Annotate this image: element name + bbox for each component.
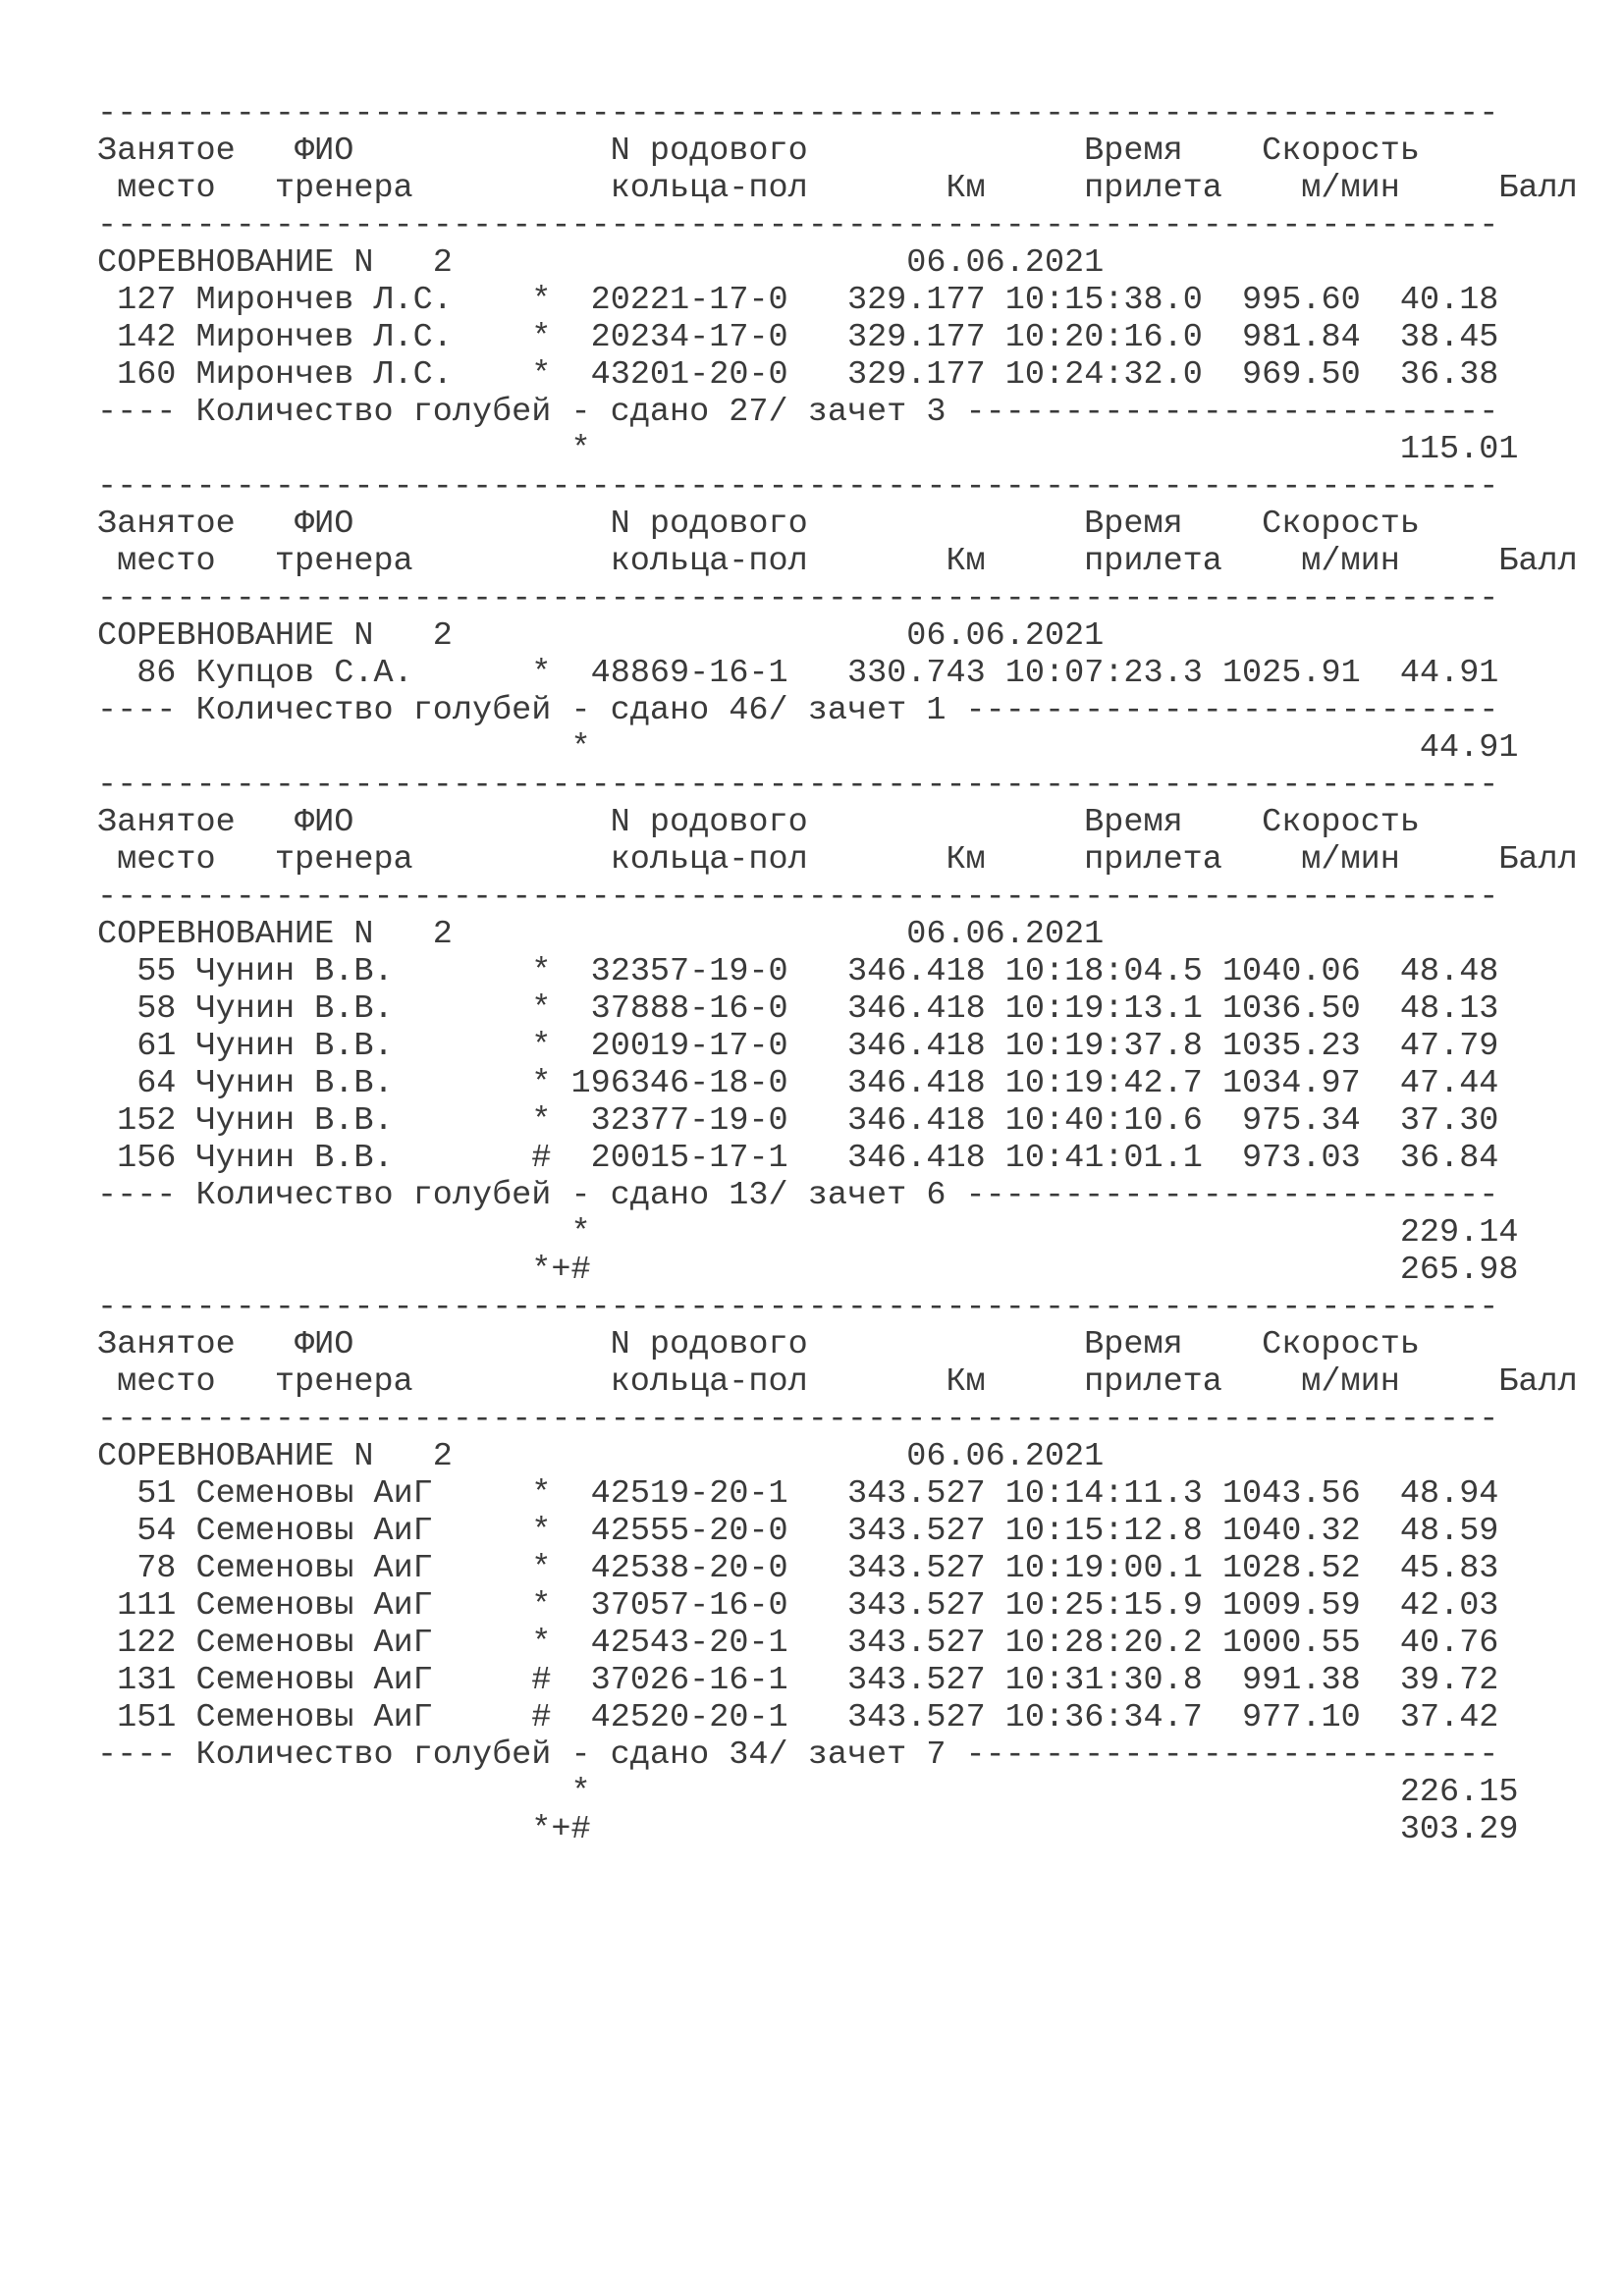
ring-cell: 43201-20-0 <box>551 356 788 394</box>
arrival-time-cell: 10:25:15.9 <box>985 1587 1203 1625</box>
trainer-cell: Семеновы АиГ <box>195 1475 453 1513</box>
total-value: 229.14 <box>590 1214 1519 1252</box>
place-cell: 78 <box>97 1550 196 1587</box>
speed-cell: 1000.55 <box>1202 1625 1361 1662</box>
km-cell: 329.177 <box>787 356 986 394</box>
arrival-time-cell: 10:15:12.8 <box>985 1513 1203 1550</box>
score-cell: 36.38 <box>1360 356 1499 394</box>
score-cell: 48.59 <box>1360 1513 1499 1550</box>
speed-cell: 991.38 <box>1202 1662 1361 1699</box>
place-cell: 111 <box>97 1587 196 1625</box>
speed-cell: 969.50 <box>1202 356 1361 394</box>
speed-cell: 981.84 <box>1202 319 1361 356</box>
place-cell: 127 <box>97 282 196 319</box>
divider: ----------------------------------------------------------------------- <box>97 879 1499 916</box>
ring-cell: 42519-20-1 <box>551 1475 788 1513</box>
score-cell: 36.84 <box>1360 1140 1499 1177</box>
score-cell: 48.13 <box>1360 990 1499 1028</box>
total-label: * <box>97 431 591 468</box>
km-cell: 343.527 <box>787 1662 986 1699</box>
total-value: 115.01 <box>590 431 1519 468</box>
speed-cell: 1035.23 <box>1202 1028 1361 1065</box>
place-cell: 54 <box>97 1513 196 1550</box>
mark-cell: # <box>452 1699 552 1736</box>
table-row <box>97 990 1578 1028</box>
mark-cell: * <box>452 1513 552 1550</box>
summary-line: ---- Количество голубей - сдано 46/ зачет 1 --------------------------- <box>97 692 1499 729</box>
divider: ----------------------------------------------------------------------- <box>97 767 1499 804</box>
place-cell: 151 <box>97 1699 196 1736</box>
trainer-cell: Семеновы АиГ <box>195 1513 453 1550</box>
speed-cell: 973.03 <box>1202 1140 1361 1177</box>
table-row <box>97 1475 1578 1513</box>
km-cell: 330.743 <box>787 655 986 692</box>
place-cell: 131 <box>97 1662 196 1699</box>
score-cell: 48.48 <box>1360 953 1499 990</box>
score-cell: 42.03 <box>1360 1587 1499 1625</box>
speed-cell: 975.34 <box>1202 1102 1361 1140</box>
km-cell: 346.418 <box>787 1140 986 1177</box>
column-header-line-1: Занятое ФИО N родового Время Скорость <box>97 133 1420 170</box>
score-cell: 45.83 <box>1360 1550 1499 1587</box>
km-cell: 343.527 <box>787 1550 986 1587</box>
place-cell: 86 <box>97 655 196 692</box>
ring-cell: 32357-19-0 <box>551 953 788 990</box>
speed-cell: 1034.97 <box>1202 1065 1361 1102</box>
mark-cell: * <box>452 953 552 990</box>
arrival-time-cell: 10:20:16.0 <box>985 319 1203 356</box>
mark-cell: * <box>452 1102 552 1140</box>
ring-cell: 37057-16-0 <box>551 1587 788 1625</box>
total-value: 265.98 <box>590 1252 1519 1289</box>
ring-cell: 20234-17-0 <box>551 319 788 356</box>
speed-cell: 977.10 <box>1202 1699 1361 1736</box>
score-cell: 38.45 <box>1360 319 1499 356</box>
place-cell: 51 <box>97 1475 196 1513</box>
table-row <box>97 1699 1578 1736</box>
trainer-cell: Чунин В.В. <box>195 990 453 1028</box>
table-row <box>97 319 1578 356</box>
mark-cell: * <box>452 319 552 356</box>
mark-cell: * <box>452 1065 552 1102</box>
total-value: 44.91 <box>590 729 1519 767</box>
divider: ----------------------------------------------------------------------- <box>97 1289 1499 1326</box>
speed-cell: 1036.50 <box>1202 990 1361 1028</box>
competition-title: СОРЕВНОВАНИЕ N 2 06.06.2021 <box>97 244 1105 282</box>
arrival-time-cell: 10:14:11.3 <box>985 1475 1203 1513</box>
score-cell: 48.94 <box>1360 1475 1499 1513</box>
mark-cell: # <box>452 1140 552 1177</box>
column-header-line-2: место тренера кольца-пол Км прилета м/мин Балл <box>97 841 1578 879</box>
column-header-line-1: Занятое ФИО N родового Время Скорость <box>97 804 1420 841</box>
table-row <box>97 1662 1578 1699</box>
arrival-time-cell: 10:19:42.7 <box>985 1065 1203 1102</box>
trainer-cell: Мирончев Л.С. <box>195 319 453 356</box>
arrival-time-cell: 10:40:10.6 <box>985 1102 1203 1140</box>
mark-cell: * <box>452 1028 552 1065</box>
divider: ----------------------------------------------------------------------- <box>97 580 1499 617</box>
total-label: *+# <box>97 1811 591 1848</box>
total-line <box>97 431 1578 468</box>
competition-title: СОРЕВНОВАНИЕ N 2 06.06.2021 <box>97 916 1105 953</box>
score-cell: 37.30 <box>1360 1102 1499 1140</box>
total-line <box>97 1214 1578 1252</box>
arrival-time-cell: 10:24:32.0 <box>985 356 1203 394</box>
arrival-time-cell: 10:19:37.8 <box>985 1028 1203 1065</box>
competition-title: СОРЕВНОВАНИЕ N 2 06.06.2021 <box>97 617 1105 655</box>
trainer-cell: Чунин В.В. <box>195 1140 453 1177</box>
km-cell: 343.527 <box>787 1625 986 1662</box>
trainer-cell: Чунин В.В. <box>195 1028 453 1065</box>
ring-cell: 42555-20-0 <box>551 1513 788 1550</box>
speed-cell: 1043.56 <box>1202 1475 1361 1513</box>
mark-cell: # <box>452 1662 552 1699</box>
score-cell: 44.91 <box>1360 655 1499 692</box>
arrival-time-cell: 10:31:30.8 <box>985 1662 1203 1699</box>
score-cell: 37.42 <box>1360 1699 1499 1736</box>
total-value: 226.15 <box>590 1774 1519 1811</box>
place-cell: 55 <box>97 953 196 990</box>
arrival-time-cell: 10:28:20.2 <box>985 1625 1203 1662</box>
total-label: * <box>97 1774 591 1811</box>
trainer-cell: Чунин В.В. <box>195 953 453 990</box>
trainer-cell: Семеновы АиГ <box>195 1625 453 1662</box>
km-cell: 346.418 <box>787 1102 986 1140</box>
ring-cell: 20221-17-0 <box>551 282 788 319</box>
divider: ----------------------------------------------------------------------- <box>97 468 1499 506</box>
table-row <box>97 1102 1578 1140</box>
mark-cell: * <box>452 1550 552 1587</box>
km-cell: 346.418 <box>787 953 986 990</box>
total-label: * <box>97 1214 591 1252</box>
ring-cell: 196346-18-0 <box>551 1065 788 1102</box>
table-row <box>97 1550 1578 1587</box>
arrival-time-cell: 10:18:04.5 <box>985 953 1203 990</box>
table-row <box>97 282 1578 319</box>
table-row <box>97 1028 1578 1065</box>
total-line <box>97 1774 1578 1811</box>
trainer-cell: Семеновы АиГ <box>195 1699 453 1736</box>
total-line <box>97 1811 1578 1848</box>
arrival-time-cell: 10:36:34.7 <box>985 1699 1203 1736</box>
mark-cell: * <box>452 655 552 692</box>
trainer-cell: Мирончев Л.С. <box>195 356 453 394</box>
trainer-cell: Мирончев Л.С. <box>195 282 453 319</box>
summary-line: ---- Количество голубей - сдано 27/ зачет 3 --------------------------- <box>97 394 1499 431</box>
ring-cell: 20019-17-0 <box>551 1028 788 1065</box>
place-cell: 152 <box>97 1102 196 1140</box>
arrival-time-cell: 10:07:23.3 <box>985 655 1203 692</box>
competition-title: СОРЕВНОВАНИЕ N 2 06.06.2021 <box>97 1438 1105 1475</box>
table-row <box>97 1140 1578 1177</box>
column-header-line-1: Занятое ФИО N родового Время Скорость <box>97 506 1420 543</box>
column-header-line-2: место тренера кольца-пол Км прилета м/мин Балл <box>97 543 1578 580</box>
ring-cell: 37026-16-1 <box>551 1662 788 1699</box>
km-cell: 343.527 <box>787 1475 986 1513</box>
table-row <box>97 655 1578 692</box>
ring-cell: 32377-19-0 <box>551 1102 788 1140</box>
column-header-line-2: место тренера кольца-пол Км прилета м/мин Балл <box>97 1363 1578 1401</box>
place-cell: 160 <box>97 356 196 394</box>
trainer-cell: Чунин В.В. <box>195 1102 453 1140</box>
table-row <box>97 1587 1578 1625</box>
divider: ----------------------------------------------------------------------- <box>97 1401 1499 1438</box>
score-cell: 47.44 <box>1360 1065 1499 1102</box>
km-cell: 329.177 <box>787 319 986 356</box>
divider: ----------------------------------------------------------------------- <box>97 95 1499 133</box>
ring-cell: 42538-20-0 <box>551 1550 788 1587</box>
table-row <box>97 1625 1578 1662</box>
speed-cell: 1028.52 <box>1202 1550 1361 1587</box>
mark-cell: * <box>452 990 552 1028</box>
column-header-line-1: Занятое ФИО N родового Время Скорость <box>97 1326 1420 1363</box>
divider: ----------------------------------------------------------------------- <box>97 207 1499 244</box>
table-row <box>97 1065 1578 1102</box>
speed-cell: 1009.59 <box>1202 1587 1361 1625</box>
arrival-time-cell: 10:19:13.1 <box>985 990 1203 1028</box>
total-line <box>97 729 1578 767</box>
trainer-cell: Семеновы АиГ <box>195 1662 453 1699</box>
score-cell: 40.18 <box>1360 282 1499 319</box>
total-label: *+# <box>97 1252 591 1289</box>
score-cell: 39.72 <box>1360 1662 1499 1699</box>
mark-cell: * <box>452 282 552 319</box>
trainer-cell: Чунин В.В. <box>195 1065 453 1102</box>
place-cell: 64 <box>97 1065 196 1102</box>
ring-cell: 42520-20-1 <box>551 1699 788 1736</box>
km-cell: 343.527 <box>787 1513 986 1550</box>
total-label: * <box>97 729 591 767</box>
speed-cell: 1040.32 <box>1202 1513 1361 1550</box>
summary-line: ---- Количество голубей - сдано 13/ зачет 6 --------------------------- <box>97 1177 1499 1214</box>
total-value: 303.29 <box>590 1811 1519 1848</box>
arrival-time-cell: 10:15:38.0 <box>985 282 1203 319</box>
arrival-time-cell: 10:19:00.1 <box>985 1550 1203 1587</box>
column-header-line-2: место тренера кольца-пол Км прилета м/мин Балл <box>97 170 1578 207</box>
km-cell: 329.177 <box>787 282 986 319</box>
km-cell: 343.527 <box>787 1699 986 1736</box>
total-line <box>97 1252 1578 1289</box>
ring-cell: 20015-17-1 <box>551 1140 788 1177</box>
ring-cell: 37888-16-0 <box>551 990 788 1028</box>
km-cell: 343.527 <box>787 1587 986 1625</box>
table-row <box>97 953 1578 990</box>
km-cell: 346.418 <box>787 1028 986 1065</box>
arrival-time-cell: 10:41:01.1 <box>985 1140 1203 1177</box>
speed-cell: 1040.06 <box>1202 953 1361 990</box>
trainer-cell: Купцов С.А. <box>195 655 453 692</box>
score-cell: 40.76 <box>1360 1625 1499 1662</box>
mark-cell: * <box>452 1475 552 1513</box>
speed-cell: 1025.91 <box>1202 655 1361 692</box>
trainer-cell: Семеновы АиГ <box>195 1587 453 1625</box>
place-cell: 122 <box>97 1625 196 1662</box>
place-cell: 142 <box>97 319 196 356</box>
ring-cell: 48869-16-1 <box>551 655 788 692</box>
trainer-cell: Семеновы АиГ <box>195 1550 453 1587</box>
km-cell: 346.418 <box>787 990 986 1028</box>
place-cell: 156 <box>97 1140 196 1177</box>
mark-cell: * <box>452 1625 552 1662</box>
mark-cell: * <box>452 356 552 394</box>
speed-cell: 995.60 <box>1202 282 1361 319</box>
score-cell: 47.79 <box>1360 1028 1499 1065</box>
km-cell: 346.418 <box>787 1065 986 1102</box>
table-row <box>97 356 1578 394</box>
place-cell: 58 <box>97 990 196 1028</box>
table-row <box>97 1513 1578 1550</box>
results-report <box>97 95 1578 1848</box>
mark-cell: * <box>452 1587 552 1625</box>
ring-cell: 42543-20-1 <box>551 1625 788 1662</box>
summary-line: ---- Количество голубей - сдано 34/ зачет 7 --------------------------- <box>97 1736 1499 1774</box>
place-cell: 61 <box>97 1028 196 1065</box>
